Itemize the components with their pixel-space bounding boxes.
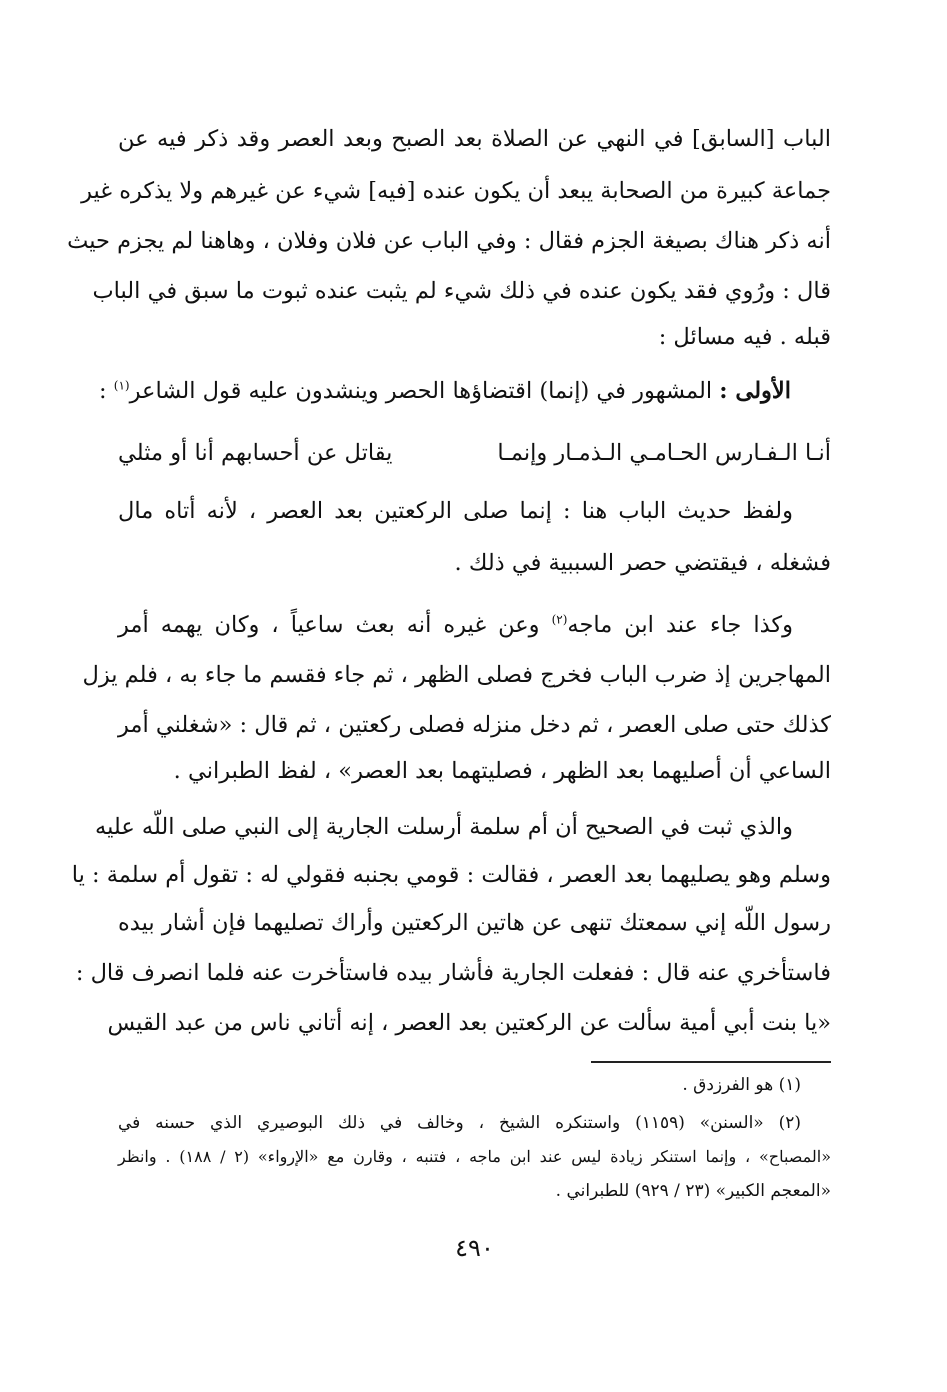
body-line: رسول اللّه إني سمعتك تنهى عن هاتين الركعتين وأراك تصليهما فإن أشار بيده	[118, 910, 831, 936]
body-line: كذلك حتى صلى العصر ، ثم دخل منزله فصلى ركعتين ، ثم قال : «شغلني أمر	[118, 712, 831, 738]
body-line: «يا بنت أبي أمية سألت عن الركعتين بعد العصر ، إنه أتاني ناس من عبد القيس	[107, 1010, 831, 1036]
body-line: الساعي أن أصليهما بعد الظهر ، فصليتهما بعد العصر» ، لفظ الطبراني .	[173, 758, 831, 784]
para3-start: وكذا جاء عند ابن ماجه	[567, 612, 793, 638]
body-line: جماعة كبيرة من الصحابة يبعد أن يكون عنده [فيه] شيء عن غيرهم ولا يذكره غير	[81, 178, 831, 204]
body-line	[118, 600, 831, 650]
footnote-separator	[591, 1061, 831, 1063]
first-issue-tail: :	[99, 378, 114, 404]
body-line: ولفظ حديث الباب هنا : إنما صلى الركعتين بعد العصر ، لأنه أتاه مال	[118, 498, 793, 524]
verse	[118, 428, 831, 478]
body-line: فاستأخري عنه قال : ففعلت الجارية فأشار بيده فاستأخرت عنه فلما انصرف قال :	[75, 960, 831, 986]
verse-first-hemistich: أنـا الـفـارس الحـامـي الـذمـار وإنمـا	[497, 440, 831, 466]
footnote-1: (١) هو الفرزدق .	[682, 1075, 801, 1095]
footnote-2-line: «المصباح» ، وإنما استنكر زيادة ليس عند ابن ماجه ، فتنبه ، وقارن مع «الإرواء» (٢ / ١٨٨) . وانظر	[118, 1147, 832, 1166]
page-number: ٤٩٠	[455, 1234, 494, 1262]
body-line: قال : ورُوي فقد يكون عنده في ذلك شيء لم يثبت عنده ثبوت ما سبق في الباب	[92, 278, 831, 304]
body-line: أنه ذكر هناك بصيغة الجزم فقال : وفي الباب عن فلان وفلان ، وهاهنا لم يجزم حيث	[67, 228, 831, 254]
body-line: وسلم وهو يصليهما بعد العصر ، فقالت : قومي بجنبه فقولي له : تقول أم سلمة : يا	[71, 862, 831, 888]
first-issue-label: الأولى :	[719, 378, 791, 404]
footnote-2-line: «المعجم الكبير» (٢٣ / ٩٢٩) للطبراني .	[555, 1181, 831, 1201]
body-line: المهاجرين إذ ضرب الباب فخرج فصلى الظهر ، ثم جاء فقسم ما جاء به ، فلم يزل	[82, 662, 831, 688]
footnote-ref-2: (٢)	[551, 612, 568, 627]
footnote-ref-1: (١)	[113, 378, 130, 393]
body-line: قبله . فيه مسائل :	[658, 324, 831, 350]
body-line: والذي ثبت في الصحيح أن أم سلمة أرسلت الجارية إلى النبي صلى اللّه عليه	[95, 814, 793, 840]
body-line: فشغله ، فيقتضي حصر السببية في ذلك .	[454, 550, 831, 576]
para3-end: وعن غيره أنه بعث ساعياً ، وكان يهمه أمر	[118, 612, 552, 638]
book-page	[67, 0, 832, 1392]
body-line: الباب [السابق] في النهي عن الصلاة بعد الصبح وبعد العصر وقد ذكر فيه عن	[118, 126, 831, 152]
first-issue-text: المشهور في (إنما) اقتضاؤها الحصر وينشدون عليه قول الشاعر	[129, 378, 720, 404]
verse-second-hemistich: يقاتل عن أحسابهم أنا أو مثلي	[118, 440, 393, 466]
footnote-2-line: (٢) «السنن» (١١٥٩) واستنكره الشيخ ، وخالف في ذلك البوصيري الذي حسنه في	[118, 1113, 802, 1133]
first-issue-line	[99, 366, 831, 416]
